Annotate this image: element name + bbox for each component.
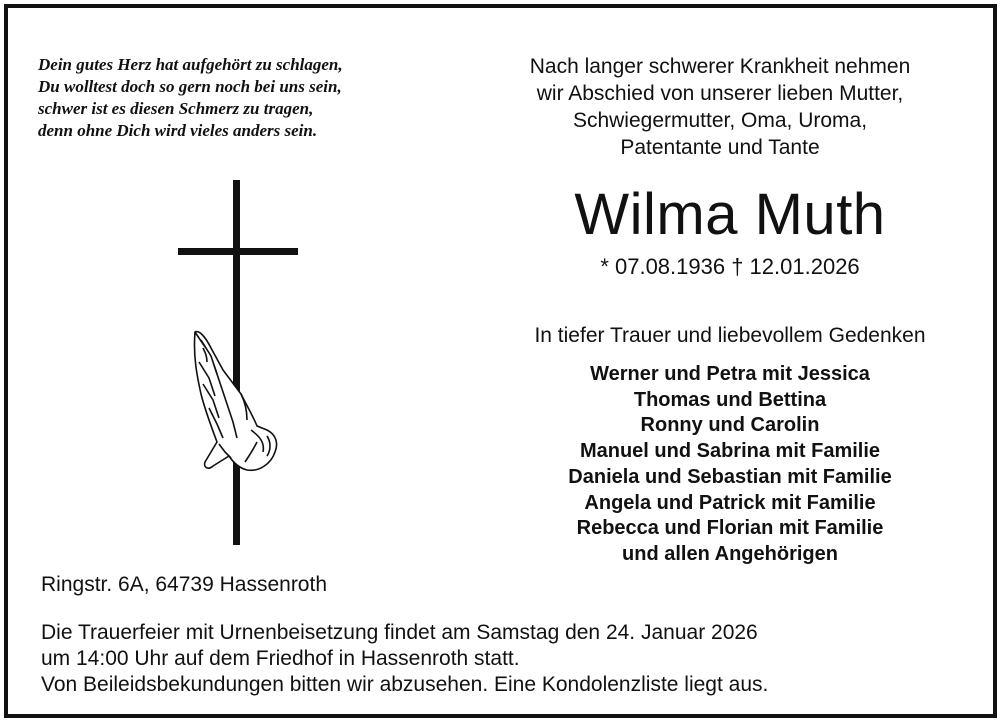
family-member: Manuel und Sabrina mit Familie [579,440,881,463]
family-member: Angela und Patrick mit Familie [584,491,876,514]
poem-line: Du wolltest doch so gern noch bei uns sein, [38,77,342,96]
family-member: Rebecca und Florian mit Familie [576,517,884,540]
intro-text [480,53,960,161]
intro-line: Nach langer schwerer Krankheit nehmen [529,55,911,78]
cross-horizontal-bar [178,248,298,255]
poem-line: Dein gutes Herz hat aufgehört zu schlagen, [38,55,343,74]
family-member: und allen Angehörigen [622,542,838,565]
cross-vertical-bar [233,180,240,545]
notice-line: Von Beileidsbekundungen bitten wir abzusehen. Eine Kondolenzliste liegt aus. [41,673,769,696]
address: Ringstr. 6A, 64739 Hassenroth [41,573,328,596]
intro-line: wir Abschied von unserer lieben Mutter, [536,82,904,105]
cross-with-praying-hands-icon [175,180,300,550]
deceased-name: Wilma Muth [574,182,886,247]
poem-line: schwer ist es diesen Schmerz zu tragen, [38,99,314,118]
mourning-line: In tiefer Trauer und liebevollem Gedenken [534,324,926,347]
life-dates: * 07.08.1936 † 12.01.2026 [600,254,860,279]
notice-line: Die Trauerfeier mit Urnenbeisetzung findet am Samstag den 24. Januar 2026 [41,621,758,644]
poem-line: denn ohne Dich wird vieles anders sein. [38,121,318,140]
intro-line: Schwiegermutter, Oma, Uroma, [572,109,868,132]
family-member: Werner und Petra mit Jessica [590,363,870,385]
family-member: Daniela und Sebastian mit Familie [568,465,892,488]
poem [38,54,438,142]
family-member: Thomas und Bettina [633,388,827,411]
notice-line: um 14:00 Uhr auf dem Friedhof in Hassenroth statt. [41,647,520,670]
intro-line: Patentante und Tante [620,136,820,159]
funeral-notice [41,620,768,698]
family-member: Ronny und Carolin [640,414,820,437]
family-list [480,362,980,568]
